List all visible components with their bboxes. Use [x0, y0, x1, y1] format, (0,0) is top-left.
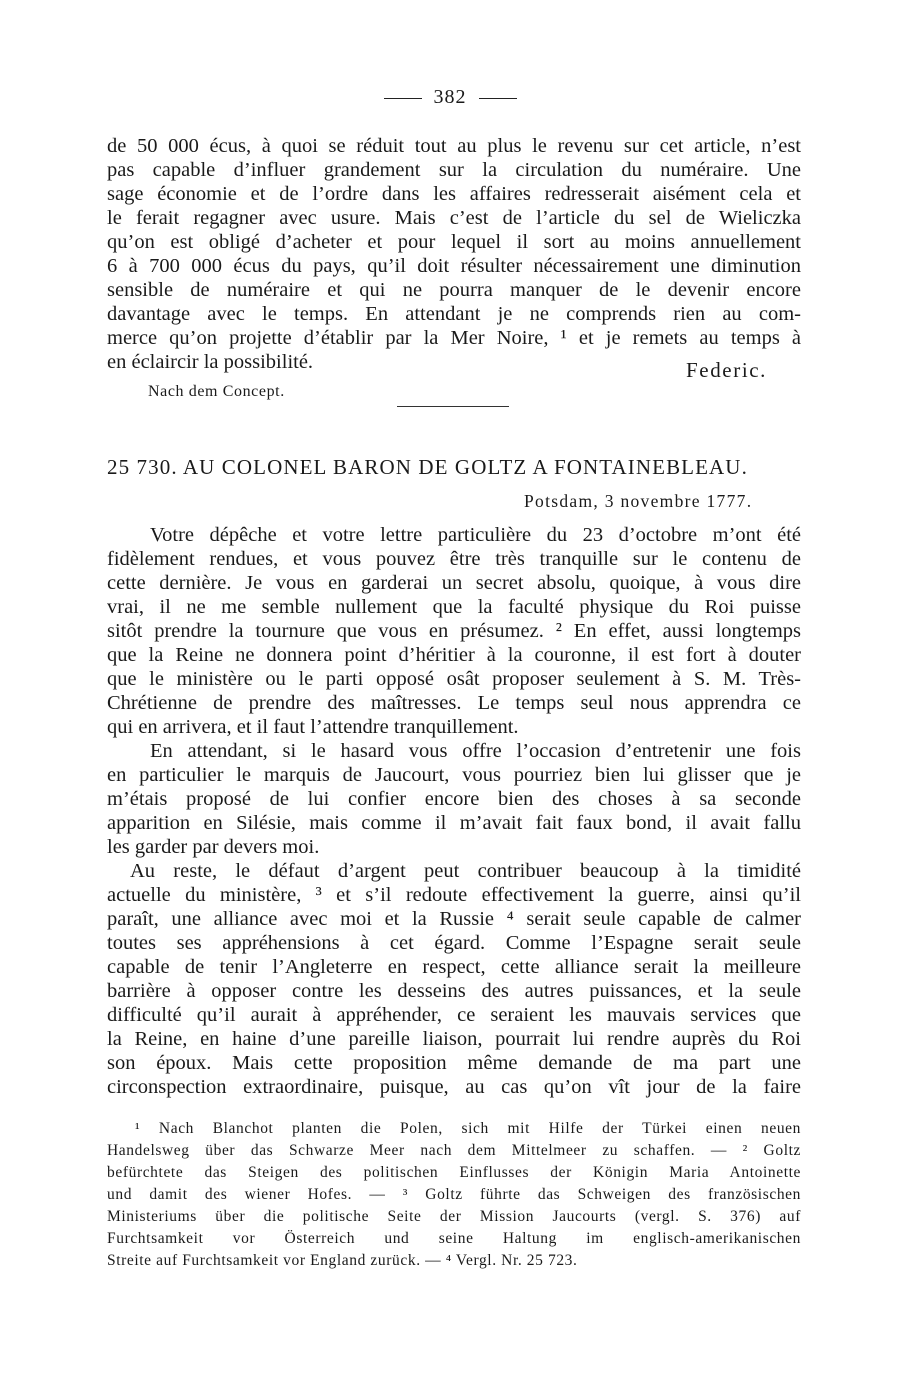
text-line: en éclaircir la possibilité. [107, 351, 314, 373]
text-line: de 50 000 écus, à quoi se réduit tout au plus le revenu sur cet article, n’est [107, 135, 801, 157]
text-line: Chrétienne de prendre des maîtresses. Le temps seul nous apprendra ce [107, 692, 801, 714]
text-line: merce qu’on projette d’établir par la Mer Noire, ¹ et je remets au temps à [107, 327, 801, 349]
text-line: actuelle du ministère, ³ et s’il redoute effectivement la guerre, ainsi qu’il [107, 884, 801, 906]
text-line: sensible de numéraire et qui ne pourra manquer de le devenir encore [107, 279, 801, 301]
footnote-line: Furchtsamkeit vor Österreich und seine Haltung im englisch-amerikanischen [107, 1230, 801, 1247]
footnote-line: Streite auf Furchtsamkeit vor England zurück. — ⁴ Vergl. Nr. 25 723. [107, 1252, 578, 1269]
text-line: que la Reine ne donnera point d’héritier à la couronne, il est fort à douter [107, 644, 801, 666]
section-divider [397, 406, 509, 407]
text-line: davantage avec le temps. En attendant je ne comprends rien au com- [107, 303, 801, 325]
text-line: fidèlement rendues, et vous pouvez être très tranquille sur le contenu de [107, 548, 801, 570]
footnote-line: und damit des wiener Hofes. — ³ Goltz führte das Schweigen des französischen [107, 1186, 801, 1203]
text-line: sage économie et de l’ordre dans les affaires redresserait aisément cela et [107, 183, 801, 205]
text-line: son époux. Mais cette proposition même demande de ma part une [107, 1052, 801, 1074]
text-line: la Reine, en haine d’une pareille liaison, pourrait lui rendre auprès du Roi [107, 1028, 801, 1050]
dateline: Potsdam, 3 novembre 1777. [524, 491, 753, 511]
text-line: en particulier le marquis de Jaucourt, vous pourriez bien lui glisser que je [107, 764, 801, 786]
text-line: m’étais proposé de lui confier encore bien des choses à sa seconde [107, 788, 801, 810]
text-line: les garder par devers moi. [107, 836, 320, 858]
signature: Federic. [686, 358, 768, 382]
footnote-line: Handelsweg über das Schwarze Meer nach dem Mittelmeer zu schaffen. — ² Goltz [107, 1142, 801, 1159]
text-line: Au reste, le défaut d’argent peut contribuer beaucoup à la timidité [130, 860, 801, 882]
text-line: que le ministère ou le parti opposé osât proposer seulement à S. M. Très- [107, 668, 801, 690]
page-number: 382 [433, 86, 467, 108]
footnote-line: ¹ Nach Blanchot planten die Polen, sich mit Hilfe der Türkei einen neuen [135, 1120, 801, 1137]
text-line: pas capable d’influer grandement sur la circulation du numéraire. Une [107, 159, 801, 181]
text-line: vrai, il ne me semble nullement que la faculté physique du Roi puisse [107, 596, 801, 618]
text-line: barrière à opposer contre les desseins des autres puissances, et la seule [107, 980, 801, 1002]
footnote-line: Ministeriums über die politische Seite der Mission Jaucourts (vergl. S. 376) auf [107, 1208, 801, 1225]
text-line: difficulté qu’il aurait à appréhender, ce seraient les mauvais services que [107, 1004, 801, 1026]
page-header [0, 86, 900, 109]
text-line: En attendant, si le hasard vous offre l’occasion d’entretenir une fois [150, 740, 801, 762]
text-line: capable de tenir l’Angleterre en respect, cette alliance serait la meilleure [107, 956, 801, 978]
text-line: apparition en Silésie, mais comme il m’avait fait faux bond, il avait fallu [107, 812, 801, 834]
letter-heading: 25 730. AU COLONEL BARON DE GOLTZ A FONTAINEBLEAU. [107, 455, 748, 479]
text-line: toutes ses appréhensions à cet égard. Comme l’Espagne serait seule [107, 932, 801, 954]
text-line: paraît, une alliance avec moi et la Russie ⁴ serait seule capable de calmer [107, 908, 801, 930]
text-line: qu’on est obligé d’acheter et pour lequel il sort au moins annuellement [107, 231, 801, 253]
header-dash-right [479, 98, 517, 99]
text-line: le ferait regagner avec usure. Mais c’est de l’article du sel de Wieliczka [107, 207, 801, 229]
text-line: cette dernière. Je vous en garderai un secret absolu, quoique, à vous dire [107, 572, 801, 594]
source-note: Nach dem Concept. [148, 383, 285, 400]
text-line: 6 à 700 000 écus du pays, qu’il doit résulter nécessairement une diminution [107, 255, 801, 277]
footnote-line: befürchtete das Steigen des politischen Einflusses der Königin Maria Antoinette [107, 1164, 801, 1181]
header-dash-left [384, 98, 422, 99]
text-line: qui en arrivera, et il faut l’attendre tranquillement. [107, 716, 519, 738]
text-line: Votre dépêche et votre lettre particulière du 23 d’octobre m’ont été [150, 524, 801, 546]
text-line: circonspection extraordinaire, puisque, au cas qu’on vît jour de la faire [107, 1076, 801, 1098]
text-line: sitôt prendre la tournure que vous en présumez. ² En effet, aussi longtemps [107, 620, 801, 642]
